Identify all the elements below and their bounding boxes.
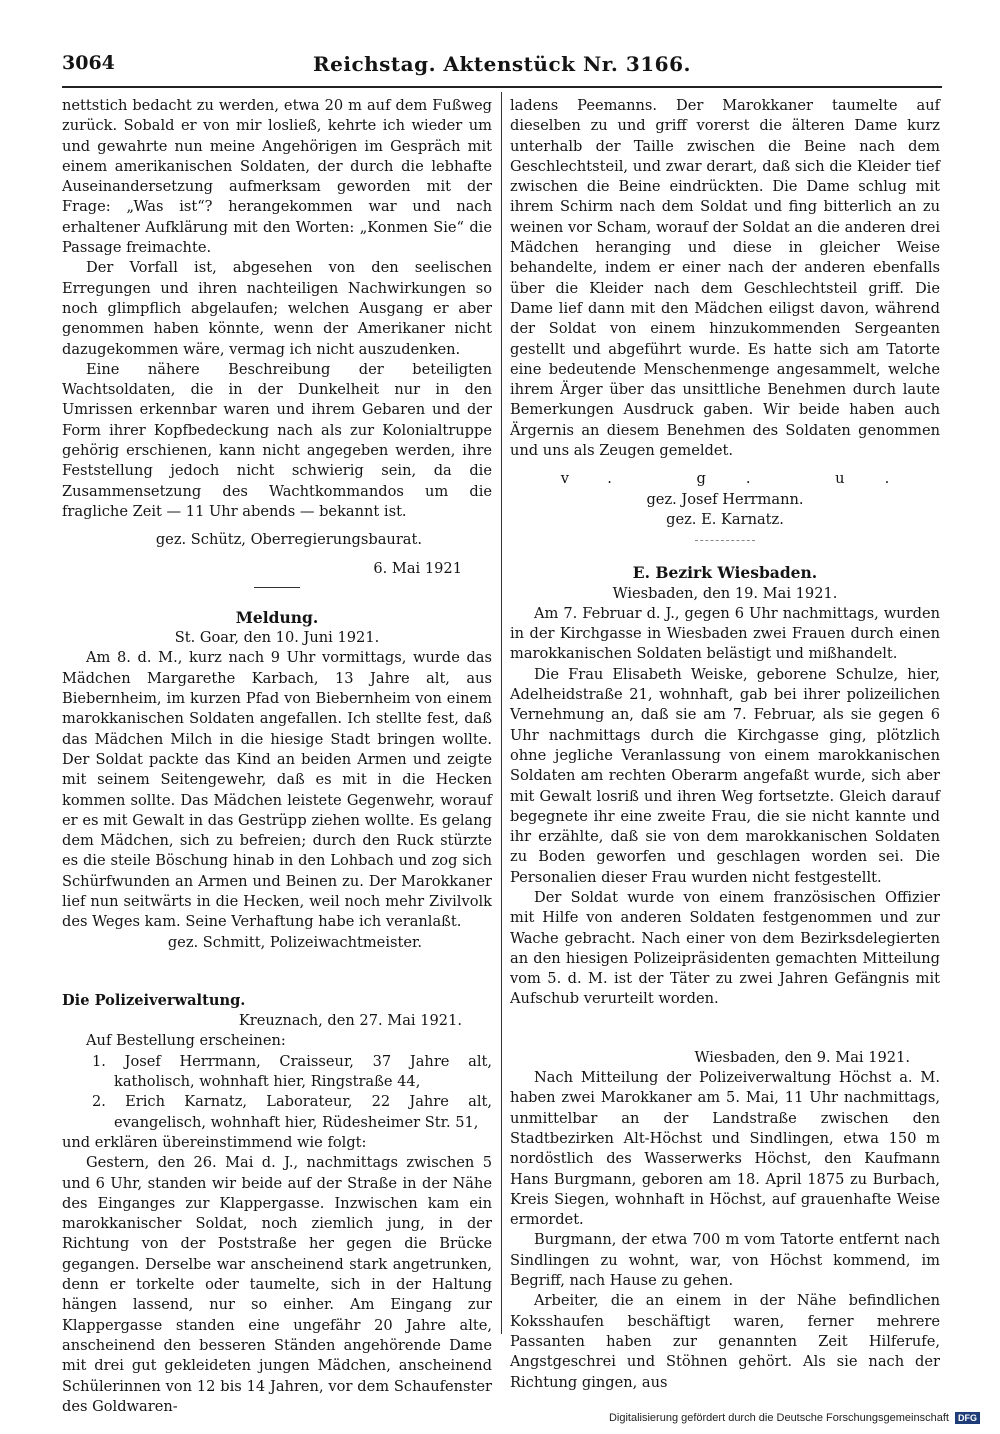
spacer xyxy=(510,1040,940,1048)
place-date-line: St. Goar, den 10. Juni 1921. xyxy=(174,629,380,647)
paragraph: Der Soldat wurde von einem französischen Offizier mit Hilfe von anderen Soldaten festgenommen und zur Wache gebracht. Nach einer von dem Bezirksdelegierten an den hiesigen Polizeipräsidenten gemachten Mitteilung vom 5. d. M. ist der Täter zu zwei Jahren Gefängnis mit Aufschub verurteilt worden. xyxy=(510,888,940,1008)
vgu-line: v. g. u. xyxy=(560,470,930,488)
paragraph: Burgmann, der etwa 700 m vom Tatorte entfernt nach Sindlingen zu wohnt, war, von Höchst kommend, im Begriff, nach Hause zu gehen. xyxy=(510,1231,940,1290)
paragraph: Nach Mitteilung der Polizeiverwaltung Höchst a. M. haben zwei Marokkaner am 5. Mai, 11 Uhr nachmittags, unmittelbar an der Landstraße zwischen den Stadtbezirken Alt-Höchst und Sindlingen, etwa 150 m nordöstlich des Wasserwerks Höchst, den Kaufmann Hans Burgmann, geboren am 18. April 1875 zu Burbach, Kreis Siegen, wohnhaft in Höchst, auf grauenhafte Weise ermordet. xyxy=(510,1069,940,1229)
spacer xyxy=(62,522,492,530)
signature: gez. E. Karnatz. xyxy=(666,510,784,528)
dfg-logo: DFG xyxy=(955,1412,980,1424)
place-date-line: Kreuznach, den 27. Mai 1921. xyxy=(238,1012,462,1030)
section-heading: Meldung. xyxy=(235,607,319,627)
section-heading: E. Bezirk Wiesbaden. xyxy=(632,563,818,583)
page-number: 3064 xyxy=(62,52,115,74)
signature: gez. Schütz, Oberregierungsbaurat. xyxy=(155,531,422,549)
list-item: 2. Erich Karnatz, Laborateur, 22 Jahre alt, evangelisch, wohnhaft hier, Rüdesheimer Str. 51, xyxy=(92,1093,492,1131)
spacer xyxy=(62,596,492,604)
header-rule xyxy=(62,86,942,88)
running-head: Reichstag. Aktenstück Nr. 3166. xyxy=(313,52,691,76)
spacer xyxy=(510,551,940,559)
section-divider xyxy=(254,587,300,588)
paragraph: Die Frau Elisabeth Weiske, geborene Schulze, hier, Adelheidstraße 21, wohnhaft, gab bei ihrer polizeilichen Vernehmung an, daß sie am 7. Februar, als sie gegen 6 Uhr nachmittags durch die Kirchgasse ging, plötzlich ohne jegliche Veranlassung von einem marokkanischen Soldaten am rechten Oberarm angefaßt wurde, sich aber mit Gewalt losriß und ihren Weg fortsetzte. Gleich darauf begegnete ihr eine zweite Frau, die sie nicht kannte und ihr erzählte, daß sie von dem marokkanischen Soldaten zu Boden geworfen und geschlagen worden sei. Die Personalien dieser Frau wurden nicht festgestellt. xyxy=(510,665,940,886)
section-heading: Die Polizeiverwaltung. xyxy=(62,991,246,1009)
paragraph: Am 7. Februar d. J., gegen 6 Uhr nachmittags, wurden in der Kirchgasse in Wiesbaden zwei Frauen durch einen marokkanischen Soldaten belästigt und mißhandelt. xyxy=(510,604,940,663)
footer-text: Digitalisierung gefördert durch die Deutsche Forschungsgemeinschaft xyxy=(608,1412,949,1424)
right-column xyxy=(510,96,940,1393)
digitization-footer xyxy=(609,1412,980,1424)
list-item: 1. Josef Herrmann, Craisseur, 37 Jahre alt, katholisch, wohnhaft hier, Ringstraße 44, xyxy=(92,1052,492,1091)
paragraph: nettstich bedacht zu werden, etwa 20 m auf dem Fußweg zurück. Sobald er von mir losließ, kehrte ich wieder um und gewahrte nun meine Angehörigen im Gespräch mit einem amerikanischen Soldaten, der durch die lebhafte Auseinandersetzung aufmerksam geworden mit der Frage: „Was ist“? herangekommen war und nach erhaltener Aufklärung mit den Worten: „Konmen Sie“ die Passage freimachte. xyxy=(62,97,492,257)
place-date-line: Wiesbaden, den 19. Mai 1921. xyxy=(612,584,838,602)
paragraph: Arbeiter, die an einem in der Nähe befindlichen Koksshaufen beschäftigt waren, ferner mehrere Passanten haben zur genannten Zeit Hilferufe, Angstgeschrei und Stöhnen gehört. Als sie nach der Richtung gingen, aus xyxy=(510,1292,940,1391)
page-header xyxy=(62,52,942,86)
paragraph: Auf Bestellung erscheinen: xyxy=(86,1032,286,1050)
spacer xyxy=(62,953,492,983)
spacer xyxy=(62,551,492,559)
section-divider xyxy=(695,540,755,541)
paragraph: ladens Peemanns. Der Marokkaner taumelte auf dieselben zu und griff vorerst die älteren Dame kurz unterhalb der Taille zwischen die Beine nach dem Geschlechtsteil, und zwar derart, daß sich die Kleider tief zwischen die Beine eindrückten. Die Dame schlug mit ihrem Schirm nach dem Soldat und fing bitterlich an zu weinen vor Scham, worauf der Soldat an die anderen drei Mädchen heranging und diese in gleicher Weise behandelte, indem er einer nach der anderen ebenfalls über die Kleider nach dem Geschlechtsteil griff. Die Dame lief dann mit den Mädchen eiligst davon, während der Soldat von einem hinzukommenden Sergeanten gestellt und abgeführt wurde. Es hatte sich am Tatorte eine bedeutende Menschenmenge angesammelt, welche ihrem Ärger über das unsittliche Benehmen durch laute Bemerkungen Ausdruck gaben. Wir beide haben auch Ärgernis an diesem Benehmen des Soldaten genommen und uns als Zeugen gemeldet. xyxy=(510,97,940,460)
signature: gez. Schmitt, Polizeiwachtmeister. xyxy=(167,933,422,951)
spacer xyxy=(510,1010,940,1040)
paragraph: Am 8. d. M., kurz nach 9 Uhr vormittags, wurde das Mädchen Margarethe Karbach, 13 Jahre alt, aus Biebernheim, im kurzen Pfad von Biebernheim von einem marokkanischen Soldaten angefallen. Ich stellte fest, daß das Mädchen Milch in die hiesige Stadt bringen wollte. Der Soldat packte das Kind an beiden Armen und zeigte mit seinem Seitengewehr, daß es mit in die Hecken kommen sollte. Das Mädchen leistete Gegenwehr, worauf er es mit Gewalt in das Gestrüpp ziehen wollte. Es gelang dem Mädchen, sich zu befreien; durch den Ruck stürzte es die steile Böschung hinab in den Lohbach und zog sich Schürfwunden an Armen und Beinen zu. Der Marokkaner lief nun seitwärts in die Hecken, weil noch mehr Zivilvolk des Weges kam. Seine Verhaftung habe ich veranlaßt. xyxy=(62,649,492,931)
place-date-line: Wiesbaden, den 9. Mai 1921. xyxy=(694,1048,910,1066)
signature: gez. Josef Herrmann. xyxy=(646,490,804,508)
left-column xyxy=(62,96,492,1417)
paragraph: Eine nähere Beschreibung der beteiligten Wachtsoldaten, die in der Dunkelheit nur in den Umrissen erkennbar waren und ihrem Gebaren und der Form ihrer Kopfbedeckung nach als zur Kolonialtruppe gehörig erschienen, kann nicht angegeben werden, ihre Feststellung jedoch nicht schwierig sein, da die Zusammensetzung des Wachtkommandos um die fragliche Zeit — 11 Uhr abends — bekannt ist. xyxy=(62,360,492,520)
column-divider xyxy=(501,92,502,1334)
paragraph: Gestern, den 26. Mai d. J., nachmittags zwischen 5 und 6 Uhr, standen wir beide auf der Straße in der Nähe des Einganges zur Klappergasse. Inzwischen kam ein marokkanischer Soldat, noch ziemlich jung, in der Richtung von der Poststraße her gegen die Brücke gegangen. Derselbe war anscheinend stark angetrunken, denn er torkelte oder taumelte, sich in der Haltung hängen lassend, nur so einher. Am Eingang zur Klappergasse standen eine ungefähr 20 Jahre alte, anscheinend den besseren Ständen angehörende Dame mit drei gut gekleideten jungen Mädchen, anscheinend Schülerinnen von 12 bis 14 Jahren, vor dem Schaufenster des Goldwaren- xyxy=(62,1154,492,1415)
date-line: 6. Mai 1921 xyxy=(373,559,462,577)
paragraph: und erklären übereinstimmend wie folgt: xyxy=(62,1133,367,1151)
spacer xyxy=(510,461,940,469)
paragraph: Der Vorfall ist, abgesehen von den seelischen Erregungen und ihren nachteiligen Nachwirkungen so noch glimpflich abgelaufen; welchen Ausgang er aber genommen haben könnte, wenn der Amerikaner nicht dazugekommen wäre, vermag ich nicht auszudenken. xyxy=(62,259,492,358)
